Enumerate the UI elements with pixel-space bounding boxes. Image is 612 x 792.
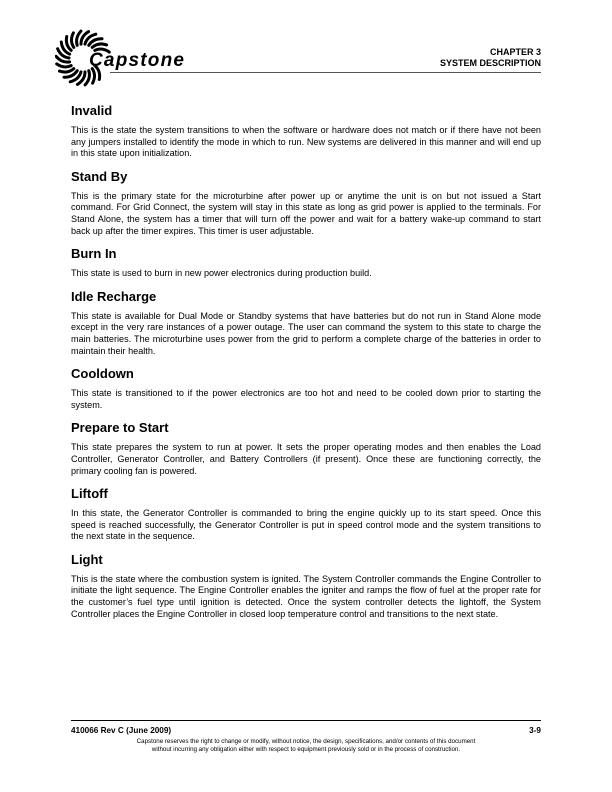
- chapter-title: SYSTEM DESCRIPTION: [439, 58, 541, 68]
- section-paragraph: This is the primary state for the microturbine after power up or anytime the unit is on but not issued a Start command. For Grid Connect, the system will stay in this state as long as grid power is applied to the terminals. For Stand Alone, the system has a timer that will turn off the power and wait for a battery wake-up command to start back up after the timer expires. This timer is user adjustable.: [71, 190, 541, 236]
- section-heading: Cooldown: [71, 366, 134, 382]
- section-invalid: [71, 103, 541, 160]
- section-paragraph: In this state, the Generator Controller is commanded to bring the engine quickly up to its start speed. Once this speed is reached successfully, the Generator Controller is put in speed control mode and the system transitions to the next state in the sequence.: [71, 508, 541, 542]
- section-paragraph: This state is transitioned to if the power electronics are too hot and need to be cooled down prior to starting the system.: [71, 388, 541, 410]
- disclaimer-line: Capstone reserves the right to change or modify, without notice, the design, specifications, and/or contents of this document: [136, 738, 476, 745]
- section-heading: Burn In: [71, 246, 117, 262]
- section-prepare-to-start: [71, 420, 541, 477]
- section-cooldown: [71, 366, 541, 411]
- header-rule: [110, 72, 541, 73]
- section-stand-by: [71, 169, 541, 237]
- section-heading: Light: [71, 551, 103, 567]
- disclaimer-line: without incurring any obligation either with respect to equipment previously sold or in the process of construction.: [151, 746, 461, 753]
- section-paragraph: This state prepares the system to run at power. It sets the proper operating modes and then enables the Load Controller, Generator Controller, and Battery Controllers (if present). Once these are functioning correctly, the primary cooling fan is powered.: [71, 442, 541, 476]
- chapter-heading: [440, 47, 541, 69]
- swirl-blade: [92, 44, 106, 47]
- swirl-blade: [71, 33, 73, 48]
- footer-rule: [71, 720, 541, 721]
- logo-text: Capstone: [89, 50, 186, 71]
- section-paragraph: This state is used to burn in new power electronics during production build.: [71, 268, 372, 279]
- section-burn-in: [71, 246, 541, 280]
- section-heading: Liftoff: [71, 486, 108, 502]
- swirl-blade: [59, 69, 73, 72]
- footer-disclaimer: [71, 738, 541, 754]
- swirl-blade: [57, 64, 71, 67]
- section-paragraph: This is the state where the combustion system is ignited. The System Controller commands the Engine Controller to initiate the light sequence. The Engine Controller enables the igniter and ramps the flow of fuel at the proper rate for the customer’s fuel type until ignition is detected. Once the system controller detects the lightoff, the System Controller places the Engine Controller in closed loop temperature control and transitions to the next state.: [71, 573, 541, 619]
- chapter-number: CHAPTER 3: [489, 47, 541, 57]
- document-body: [71, 103, 541, 629]
- page-number: 3-9: [529, 726, 541, 735]
- section-light: [71, 552, 541, 620]
- section-heading: Idle Recharge: [71, 288, 157, 304]
- section-paragraph: This is the state the system transitions to when the software or hardware does not match or if there have not been any jumpers installed to identify the mode in which to run. New systems are delivered in this manner and will end up in this state upon initialization.: [71, 125, 541, 159]
- section-liftoff: [71, 486, 541, 543]
- section-idle-recharge: [71, 289, 541, 357]
- footer-document-id: 410066 Rev C (June 2009): [71, 726, 172, 735]
- section-heading: Prepare to Start: [71, 420, 169, 436]
- section-heading: Stand By: [71, 168, 128, 184]
- capstone-logo: [55, 28, 185, 88]
- section-heading: Invalid: [71, 103, 113, 118]
- section-paragraph: This state is available for Dual Mode or Standby systems that have batteries but do not run in Stand Alone mode except in the very rare instances of a power outage. The user can command the system to this state to charge the main batteries. The microturbine uses power from the grid to perform a complete charge of the batteries in order to maintain their health.: [71, 310, 541, 356]
